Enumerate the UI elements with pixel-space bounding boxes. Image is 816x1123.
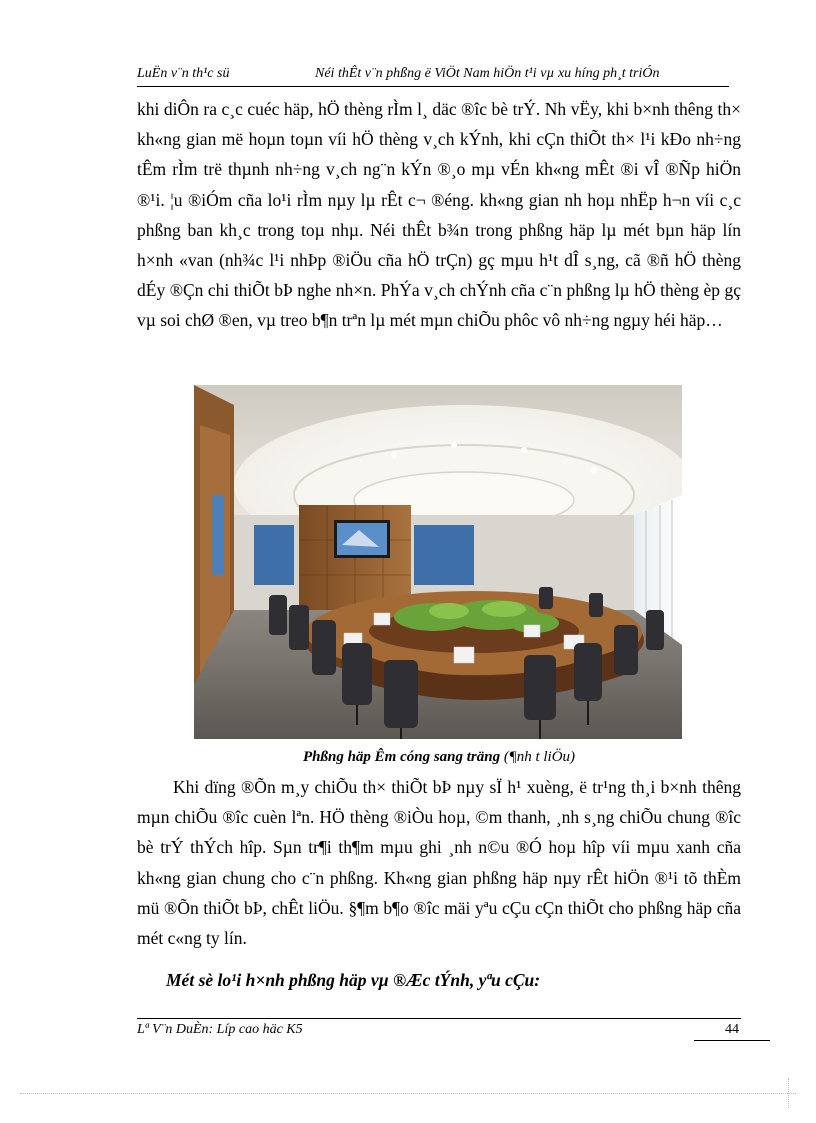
header-thesis-title: Néi thÊt v¨n phßng ë ViÖt Nam hiÖn t¹i vµ xu híng ph¸t triÓn (315, 66, 660, 81)
section-heading: Mét sè lo¹i h×nh phßng häp vµ ®Æc tÝnh, yªu cÇu: (166, 970, 541, 990)
figure-caption (137, 749, 741, 766)
page-header (137, 66, 729, 86)
conference-room-photo (194, 385, 682, 739)
figure-caption-source: (¶nh t liÖu) (503, 749, 576, 765)
body-paragraph-1: khi diÔn ra c¸c cuéc häp, hÖ thèng rÌm l¸ däc ®îc bè trÝ. Nh vËy, khi b×nh thêng th× kh«ng gian më hoµn toµn víi hÖ thèng v¸ch kÝnh, khi cÇn thiÕt th× l¹i kÐo nh÷ng tÊm rÌm trë thµnh nh÷ng v¸ch ng¨n kÝn ®¸o mµ vÉn kh«ng mÊt ®i vÎ ®Ñp hiÖn ®¹i. ¦u ®iÓm cña lo¹i rÌm nµy lµ rÊt c¬ ®éng. kh«ng gian nh hoµ nhËp h¬n víi c¸c phßng ban kh¸c trong toµ nhµ. Néi thÊt b¾n trong phßng häp lµ mét bµn häp lín h×nh «van (nh¾c l¹i nhÞp ®iÖu cña hÖ trÇn) gç mµu h¹t dÎ s¸ng, cã ®ñ hÖ thèng dÉy ®Çn chi thiÕt bÞ nghe nh×n. PhÝa v¸ch chÝnh cña c¨n phßng lµ hÖ thèng èp gç vµ soi chØ ®en, vµ treo b¶n trªn lµ mét mµn chiÕu phôc vô nh÷ng ngµy héi häp… (137, 99, 741, 331)
footer-divider (137, 1018, 741, 1019)
figure-caption-title: Phßng häp Êm cóng sang träng (302, 749, 501, 765)
header-divider (137, 86, 729, 87)
page-number: 44 (725, 1022, 739, 1037)
body-paragraph-2: Khi dïng ®Õn m¸y chiÕu th× thiÕt bÞ nµy sÏ h¹ xuèng, ë tr¹ng th¸i b×nh thêng mµn chiÕu ®îc cuèn lªn. HÖ thèng ®iÒu hoµ, ©m thanh, ¸nh s¸ng chiÕu chung ®îc bè trÝ thÝch hîp. Sµn tr¶i th¶m mµu ghi ¸nh n©u ®Ó hoµ hîp víi mµu xanh cña kh«ng gian chung cho c¨n phßng. Kh«ng gian phßng häp nµy rÊt hiÖn ®¹i tõ thÈm mü ®Õn thiÕt bÞ, chÊt liÖu. §¶m b¶o ®îc mäi yªu cÇu cÇn thiÕt cho phßng häp cña mét c«ng ty lín. (137, 777, 741, 949)
page-bottom-border (20, 1093, 796, 1094)
page-corner-mark (788, 1078, 789, 1108)
header-thesis-type: LuËn v¨n th¹c sü (137, 66, 230, 81)
page-number-underline (694, 1040, 770, 1041)
footer-author: Lª V¨n DuÈn: Líp cao häc K5 (137, 1022, 303, 1037)
